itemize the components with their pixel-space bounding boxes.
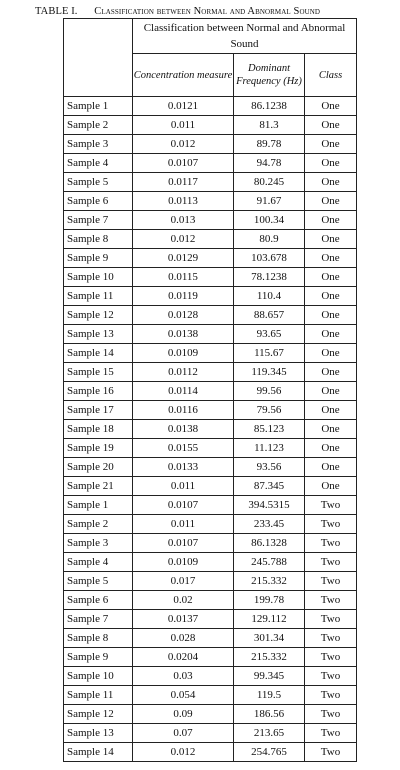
table-row <box>64 154 357 173</box>
row-frequency: 81.3 <box>234 116 305 135</box>
row-concentration: 0.0109 <box>133 553 234 572</box>
table-number: TABLE I. <box>35 6 78 17</box>
row-class: One <box>305 306 357 325</box>
col-header-frequency: Dominant Frequency (Hz) <box>234 54 305 97</box>
row-class: One <box>305 154 357 173</box>
row-name: Sample 6 <box>64 591 133 610</box>
row-class: One <box>305 173 357 192</box>
row-name: Sample 20 <box>64 458 133 477</box>
classification-table <box>63 18 357 762</box>
row-frequency: 119.5 <box>234 686 305 705</box>
row-concentration: 0.0113 <box>133 192 234 211</box>
row-frequency: 80.9 <box>234 230 305 249</box>
row-name: Sample 7 <box>64 211 133 230</box>
row-concentration: 0.011 <box>133 477 234 496</box>
row-concentration: 0.0121 <box>133 97 234 116</box>
table-row <box>64 572 357 591</box>
row-concentration: 0.0109 <box>133 344 234 363</box>
table-row <box>64 439 357 458</box>
table-row <box>64 705 357 724</box>
row-concentration: 0.09 <box>133 705 234 724</box>
row-class: Two <box>305 667 357 686</box>
row-concentration: 0.012 <box>133 230 234 249</box>
row-frequency: 85.123 <box>234 420 305 439</box>
row-frequency: 89.78 <box>234 135 305 154</box>
table-row <box>64 192 357 211</box>
row-name: Sample 16 <box>64 382 133 401</box>
row-class: One <box>305 211 357 230</box>
row-concentration: 0.054 <box>133 686 234 705</box>
table-row <box>64 648 357 667</box>
row-frequency: 254.765 <box>234 743 305 762</box>
row-class: One <box>305 268 357 287</box>
row-frequency: 91.67 <box>234 192 305 211</box>
row-frequency: 99.56 <box>234 382 305 401</box>
row-name: Sample 18 <box>64 420 133 439</box>
row-concentration: 0.012 <box>133 743 234 762</box>
row-class: One <box>305 287 357 306</box>
table-row <box>64 724 357 743</box>
row-concentration: 0.02 <box>133 591 234 610</box>
row-name: Sample 5 <box>64 572 133 591</box>
header-blank-cell <box>64 19 133 97</box>
table-row <box>64 515 357 534</box>
row-name: Sample 14 <box>64 344 133 363</box>
row-concentration: 0.03 <box>133 667 234 686</box>
row-name: Sample 13 <box>64 325 133 344</box>
row-class: One <box>305 401 357 420</box>
row-concentration: 0.011 <box>133 515 234 534</box>
row-frequency: 88.657 <box>234 306 305 325</box>
row-class: Two <box>305 496 357 515</box>
row-name: Sample 9 <box>64 249 133 268</box>
row-frequency: 79.56 <box>234 401 305 420</box>
table-row <box>64 496 357 515</box>
row-class: One <box>305 97 357 116</box>
row-concentration: 0.028 <box>133 629 234 648</box>
row-concentration: 0.013 <box>133 211 234 230</box>
table-row <box>64 325 357 344</box>
row-concentration: 0.017 <box>133 572 234 591</box>
row-class: One <box>305 116 357 135</box>
table-row <box>64 401 357 420</box>
table-title: Classification between Normal and Abnormal Sound <box>94 6 321 17</box>
row-name: Sample 14 <box>64 743 133 762</box>
row-frequency: 245.788 <box>234 553 305 572</box>
row-name: Sample 21 <box>64 477 133 496</box>
row-frequency: 215.332 <box>234 648 305 667</box>
table-row <box>64 135 357 154</box>
table-row <box>64 173 357 192</box>
row-concentration: 0.07 <box>133 724 234 743</box>
row-name: Sample 17 <box>64 401 133 420</box>
row-frequency: 87.345 <box>234 477 305 496</box>
table-row <box>64 667 357 686</box>
table-row <box>64 458 357 477</box>
row-class: One <box>305 477 357 496</box>
row-concentration: 0.0119 <box>133 287 234 306</box>
row-frequency: 394.5315 <box>234 496 305 515</box>
row-frequency: 215.332 <box>234 572 305 591</box>
row-name: Sample 19 <box>64 439 133 458</box>
row-frequency: 301.34 <box>234 629 305 648</box>
table-row <box>64 686 357 705</box>
row-frequency: 86.1328 <box>234 534 305 553</box>
table-row <box>64 249 357 268</box>
row-frequency: 99.345 <box>234 667 305 686</box>
table-row <box>64 591 357 610</box>
row-frequency: 110.4 <box>234 287 305 306</box>
row-concentration: 0.011 <box>133 116 234 135</box>
row-concentration: 0.0129 <box>133 249 234 268</box>
row-class: Two <box>305 572 357 591</box>
row-class: Two <box>305 705 357 724</box>
table-row <box>64 610 357 629</box>
row-frequency: 115.67 <box>234 344 305 363</box>
row-class: Two <box>305 686 357 705</box>
row-name: Sample 3 <box>64 135 133 154</box>
row-name: Sample 15 <box>64 363 133 382</box>
row-frequency: 93.56 <box>234 458 305 477</box>
row-name: Sample 2 <box>64 116 133 135</box>
row-name: Sample 4 <box>64 154 133 173</box>
row-name: Sample 8 <box>64 629 133 648</box>
row-class: One <box>305 230 357 249</box>
table-row <box>64 268 357 287</box>
row-frequency: 78.1238 <box>234 268 305 287</box>
row-concentration: 0.0107 <box>133 496 234 515</box>
row-concentration: 0.0155 <box>133 439 234 458</box>
table-row <box>64 534 357 553</box>
row-class: Two <box>305 534 357 553</box>
table-row <box>64 211 357 230</box>
row-class: Two <box>305 743 357 762</box>
row-name: Sample 6 <box>64 192 133 211</box>
row-concentration: 0.0115 <box>133 268 234 287</box>
row-concentration: 0.0204 <box>133 648 234 667</box>
table-row <box>64 306 357 325</box>
row-name: Sample 10 <box>64 667 133 686</box>
row-frequency: 94.78 <box>234 154 305 173</box>
row-class: One <box>305 382 357 401</box>
row-name: Sample 4 <box>64 553 133 572</box>
col-header-class: Class <box>305 54 357 97</box>
row-name: Sample 1 <box>64 97 133 116</box>
row-class: One <box>305 249 357 268</box>
row-class: Two <box>305 515 357 534</box>
row-name: Sample 10 <box>64 268 133 287</box>
row-class: One <box>305 135 357 154</box>
row-class: One <box>305 344 357 363</box>
row-class: Two <box>305 610 357 629</box>
row-name: Sample 5 <box>64 173 133 192</box>
row-concentration: 0.0138 <box>133 420 234 439</box>
table-row <box>64 363 357 382</box>
row-frequency: 186.56 <box>234 705 305 724</box>
row-frequency: 100.34 <box>234 211 305 230</box>
row-frequency: 86.1238 <box>234 97 305 116</box>
table-caption <box>35 6 320 17</box>
row-concentration: 0.012 <box>133 135 234 154</box>
row-class: Two <box>305 629 357 648</box>
row-name: Sample 11 <box>64 287 133 306</box>
table-row <box>64 116 357 135</box>
table-row <box>64 629 357 648</box>
row-concentration: 0.0133 <box>133 458 234 477</box>
row-concentration: 0.0112 <box>133 363 234 382</box>
row-concentration: 0.0107 <box>133 534 234 553</box>
table-row <box>64 743 357 762</box>
row-concentration: 0.0114 <box>133 382 234 401</box>
row-class: One <box>305 439 357 458</box>
row-name: Sample 12 <box>64 705 133 724</box>
row-class: One <box>305 363 357 382</box>
row-concentration: 0.0116 <box>133 401 234 420</box>
table-row <box>64 382 357 401</box>
row-frequency: 199.78 <box>234 591 305 610</box>
row-concentration: 0.0117 <box>133 173 234 192</box>
row-frequency: 213.65 <box>234 724 305 743</box>
row-frequency: 93.65 <box>234 325 305 344</box>
table-body <box>64 97 357 762</box>
table-row <box>64 230 357 249</box>
row-name: Sample 13 <box>64 724 133 743</box>
table-header <box>64 19 357 97</box>
table-row <box>64 420 357 439</box>
row-name: Sample 11 <box>64 686 133 705</box>
row-frequency: 119.345 <box>234 363 305 382</box>
row-frequency: 233.45 <box>234 515 305 534</box>
table-row <box>64 97 357 116</box>
row-frequency: 103.678 <box>234 249 305 268</box>
row-frequency: 80.245 <box>234 173 305 192</box>
row-class: Two <box>305 648 357 667</box>
row-concentration: 0.0138 <box>133 325 234 344</box>
row-concentration: 0.0107 <box>133 154 234 173</box>
row-class: Two <box>305 724 357 743</box>
row-class: One <box>305 458 357 477</box>
row-name: Sample 9 <box>64 648 133 667</box>
table-row <box>64 287 357 306</box>
row-name: Sample 3 <box>64 534 133 553</box>
table-row <box>64 553 357 572</box>
row-class: One <box>305 192 357 211</box>
col-header-concentration: Concentration measure <box>133 54 234 97</box>
table-row <box>64 477 357 496</box>
group-header: Classification between Normal and Abnormal Sound <box>133 19 357 54</box>
row-name: Sample 12 <box>64 306 133 325</box>
row-class: Two <box>305 591 357 610</box>
row-class: Two <box>305 553 357 572</box>
row-name: Sample 8 <box>64 230 133 249</box>
row-frequency: 11.123 <box>234 439 305 458</box>
row-name: Sample 2 <box>64 515 133 534</box>
row-frequency: 129.112 <box>234 610 305 629</box>
row-concentration: 0.0137 <box>133 610 234 629</box>
row-concentration: 0.0128 <box>133 306 234 325</box>
table-row <box>64 344 357 363</box>
row-name: Sample 7 <box>64 610 133 629</box>
row-class: One <box>305 325 357 344</box>
row-class: One <box>305 420 357 439</box>
row-name: Sample 1 <box>64 496 133 515</box>
